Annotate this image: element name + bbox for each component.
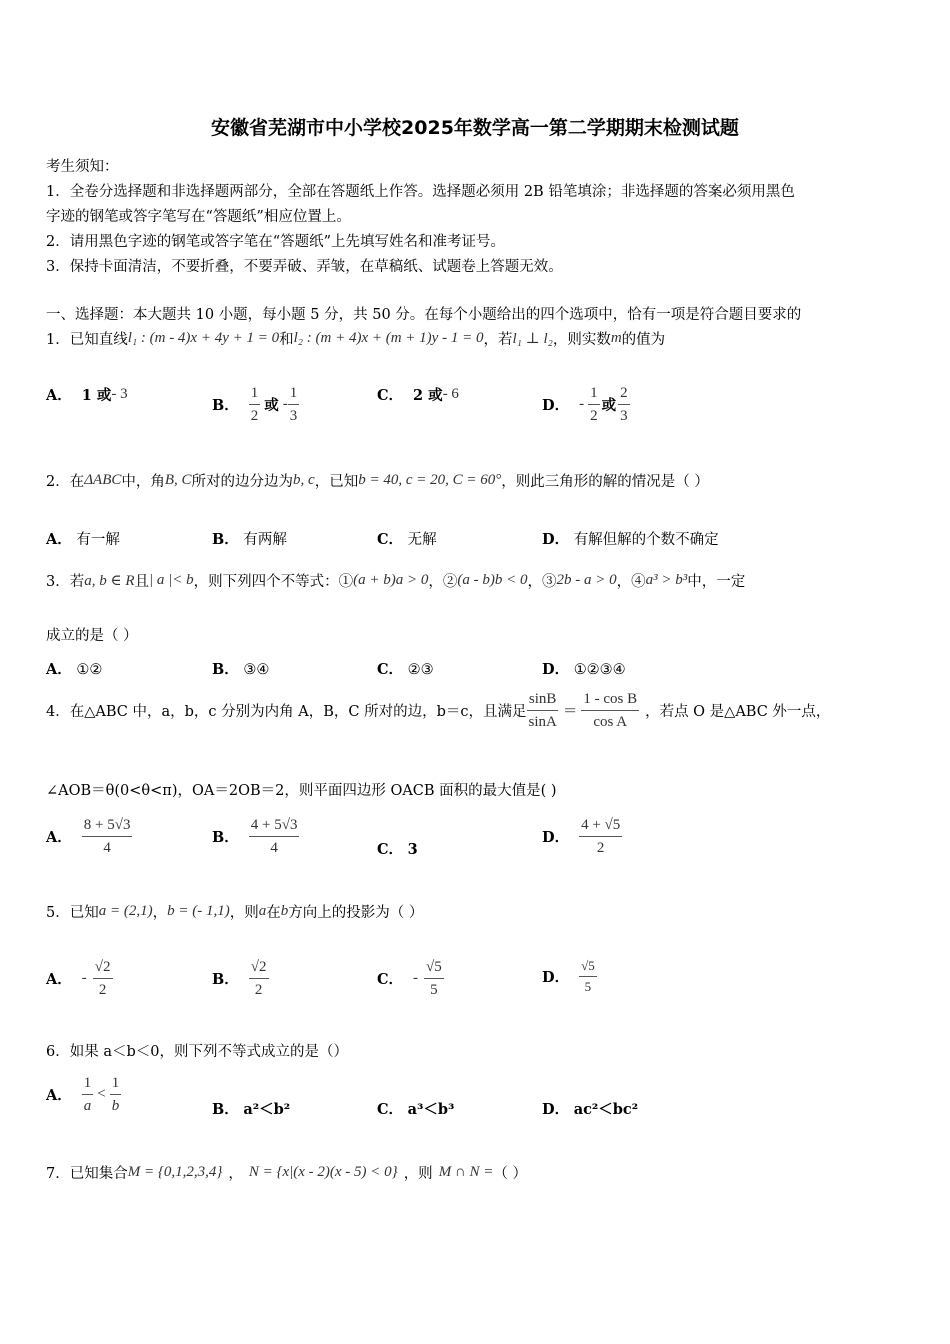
q1-d-or: 或: [601, 397, 617, 414]
q7-set-n: N = {x|(x - 2)(x - 5) < 0}: [248, 1164, 398, 1180]
option-label: C．: [377, 971, 404, 988]
q3-text-f: ，④: [616, 574, 646, 590]
q5-a: a: [258, 903, 267, 919]
q5-vector-b: b = (- 1,1): [167, 903, 230, 919]
q1-option-b[interactable]: [212, 384, 299, 425]
q3-ab: a, b ∈ R: [84, 573, 135, 589]
q7-intersection: M ∩ N =: [438, 1164, 494, 1180]
q2-option-d[interactable]: D． 有解但解的个数不确定: [542, 531, 719, 548]
q5-text-b: ，: [152, 905, 168, 921]
q1-option-a[interactable]: [46, 384, 128, 405]
option-label: A．: [46, 829, 72, 846]
question-1-stem: [46, 328, 665, 349]
option-label: D．: [542, 829, 570, 846]
q5-text-e: 方向上的投影为（ ）: [288, 905, 424, 921]
q1-option-d[interactable]: [542, 384, 630, 425]
q2-condition: b = 40, c = 20, C = 60°: [358, 472, 502, 488]
q1-m: m: [610, 330, 622, 346]
q5-vector-a: a = (2,1): [98, 903, 153, 919]
q5-b-frac: $\frac{√2}{2}$: [250, 959, 267, 998]
q4-text-b: ，若点 O 是△ABC 外一点，: [645, 704, 831, 720]
q2-triangle: ΔABC: [84, 472, 122, 488]
notice-line-3: 3．保持卡面清洁，不要折叠，不要弄破、弄皱，在草稿纸、试题卷上答题无效。: [46, 259, 563, 275]
q4-b-frac: $\frac{4 + 5√3}{4}$: [250, 817, 298, 856]
q1-d-frac1: $\frac{1}{2}$: [590, 385, 598, 424]
q6-option-c[interactable]: C． a³＜b³: [377, 1101, 455, 1118]
q3-ineq-1: (a + b)a > 0: [353, 572, 429, 588]
q3-text-e: ，③: [527, 574, 557, 590]
q3-option-d[interactable]: D． ①②③④: [542, 661, 626, 678]
q1-perp: l₁ ⊥ l₂: [512, 331, 553, 347]
q4-frac-1: $\frac{\sin B}{\sin A}$: [528, 691, 557, 730]
q4-text-a: 4．在△ABC 中，a，b，c 分别为内角 A，B，C 所对的边，b＝c，且满足: [46, 704, 527, 720]
q1-a-val1: 1 或: [81, 387, 112, 404]
q4-frac-2: $\frac{\text{1 - cos B}}{\text{cos A}}$: [583, 691, 638, 730]
q2-angles: B, C: [164, 472, 192, 488]
option-label: A．: [46, 971, 72, 988]
q7-text-c: ，则: [403, 1166, 433, 1182]
q2-sides: b, c: [293, 472, 315, 488]
option-label: D．: [542, 397, 570, 414]
q6-option-d[interactable]: D． ac²＜bc²: [542, 1101, 639, 1118]
option-label: C．: [377, 387, 404, 404]
q2-text-e: ，则此三角形的解的情况是（ ）: [501, 474, 709, 490]
q3-text-b: 且: [134, 574, 150, 590]
q3-stem-line2: 成立的是（ ）: [46, 628, 138, 644]
option-label: A．: [46, 1087, 72, 1104]
q3-ineq-3: 2b - a > 0: [556, 572, 617, 588]
q3-ineq-2: (a - b)b < 0: [457, 572, 528, 588]
q1-d-minus: -: [579, 396, 585, 412]
q1-text-b: ，若: [483, 332, 513, 348]
q1-c-val1: 2 或: [413, 387, 443, 404]
q3-option-a[interactable]: A． ①②: [46, 661, 103, 678]
q1-line-l2: l₂ : (m + 4)x + (m + 1)y - 1 = 0: [293, 330, 484, 346]
page-title: 安徽省芜湖市中小学校2025年数学高一第二学期期末检测试题: [211, 117, 739, 139]
question-3-stem: [46, 570, 745, 591]
q1-text-and: 和: [279, 332, 294, 348]
q5-a-frac: $\frac{√2}{2}$: [94, 959, 111, 998]
q2-option-b[interactable]: B． 有两解: [212, 531, 287, 548]
q1-line-l1: l₁ : (m - 4)x + 4y + 1 = 0: [127, 330, 280, 346]
q5-option-b[interactable]: [212, 958, 269, 999]
q1-b-frac2: $\frac{1}{3}$: [289, 385, 298, 424]
q1-text-c: ，则实数: [552, 332, 611, 348]
q5-text-d: 在: [266, 905, 281, 921]
notice-line-1: 1．全卷分选择题和非选择题两部分，全部在答题纸上作答。选择题必须用 2B 铅笔填涂；非选择题的答案必须用黑色: [46, 184, 795, 200]
q2-option-a[interactable]: A． 有一解: [46, 531, 120, 548]
q5-c-frac: $\frac{√5}{5}$: [426, 959, 442, 998]
q2-text-d: ，已知: [314, 474, 359, 490]
q1-text-d: 的值为: [621, 332, 666, 348]
option-label: B．: [212, 971, 239, 988]
section-heading: 一、选择题：本大题共 10 小题，每小题 5 分，共 50 分。在每个小题给出的四个选项中，恰有一项是符合题目要求的: [46, 307, 802, 323]
q4-stem-line2: ∠AOB＝θ(0<θ<π)，OA＝2OB＝2，则平面四边形 OACB 面积的最大值是( ): [46, 783, 557, 799]
q4-d-frac: $\frac{4 + √5}{2}$: [581, 817, 621, 856]
notice-line-1b: 字迹的钢笔或答字笔写在“答题纸”相应位置上。: [46, 209, 351, 225]
q3-option-b[interactable]: B． ③④: [212, 661, 270, 678]
q7-set-m: M = {0,1,2,3,4}: [127, 1164, 223, 1180]
q5-option-a[interactable]: [46, 958, 113, 999]
q5-a-minus: -: [81, 970, 87, 986]
q5-text-c: ，则: [229, 905, 259, 921]
q4-option-b[interactable]: [212, 816, 299, 857]
q5-text-a: 5．已知: [46, 905, 99, 921]
option-label: B．: [212, 397, 239, 414]
question-7-stem: [46, 1162, 527, 1183]
q4-option-a[interactable]: [46, 816, 132, 857]
q3-text-g: 中，一定: [687, 574, 746, 590]
question-5-stem: [46, 901, 423, 922]
q3-text-d: ，②: [428, 574, 458, 590]
q1-d-frac2: $\frac{2}{3}$: [620, 385, 628, 424]
q1-text-a: 1．已知直线: [46, 332, 128, 348]
question-4-stem: [46, 690, 830, 731]
option-label: A．: [46, 387, 72, 404]
q7-text-b: ，: [228, 1166, 243, 1182]
q6-a-frac2: $\frac{1}{b}$: [111, 1075, 120, 1114]
notice-heading: 考生须知：: [46, 159, 119, 175]
question-2-stem: [46, 470, 709, 491]
q1-b-frac1: $\frac{1}{2}$: [250, 385, 259, 424]
q4-option-d[interactable]: [542, 816, 622, 857]
q5-option-c[interactable]: [377, 958, 444, 999]
q3-ineq-4: a³ > b³: [645, 572, 688, 588]
q5-option-d[interactable]: [542, 958, 597, 994]
q5-d-frac: $\frac{√5}{5}$: [581, 958, 595, 994]
q6-option-a[interactable]: [46, 1074, 121, 1115]
q6-a-frac1: $\frac{1}{a}$: [83, 1075, 92, 1114]
q6-option-b[interactable]: B． a²＜b²: [212, 1101, 291, 1118]
q3-text-c: ，则下列四个不等式：①: [193, 574, 354, 590]
option-label: B．: [212, 829, 239, 846]
notice-line-2: 2．请用黑色字迹的钢笔或答字笔在“答题纸”上先填写姓名和准考证号。: [46, 234, 506, 250]
q7-text-d: （ ）: [493, 1166, 528, 1182]
q2-text-b: 中，角: [121, 474, 165, 490]
q4-a-frac: $\frac{8 + 5√3}{4}$: [83, 817, 131, 856]
q7-text-a: 7．已知集合: [46, 1166, 128, 1182]
q3-text-a: 3．若: [46, 574, 85, 590]
q5-b: b: [280, 903, 289, 919]
option-label: D．: [542, 968, 570, 986]
q1-b-minus: -: [282, 396, 288, 412]
q5-c-minus: -: [413, 970, 419, 986]
q1-b-or: 或: [264, 397, 279, 414]
q2-text-c: 所对的边分边为: [191, 474, 294, 490]
q3-cond: | a |< b: [149, 572, 194, 588]
q4-eq: ＝: [562, 704, 578, 720]
q1-c-val2: - 6: [442, 386, 459, 402]
q6-a-lt: <: [97, 1086, 106, 1102]
q1-option-c[interactable]: [377, 384, 459, 405]
q1-a-val2: - 3: [111, 386, 128, 402]
q4-option-c[interactable]: C． 3: [377, 841, 418, 858]
q2-text-a: 2．在: [46, 474, 85, 490]
q3-option-c[interactable]: C． ②③: [377, 661, 434, 678]
question-6-stem: 6．如果 a＜b＜0，则下列不等式成立的是（）: [46, 1044, 348, 1060]
q2-option-c[interactable]: C． 无解: [377, 531, 437, 548]
